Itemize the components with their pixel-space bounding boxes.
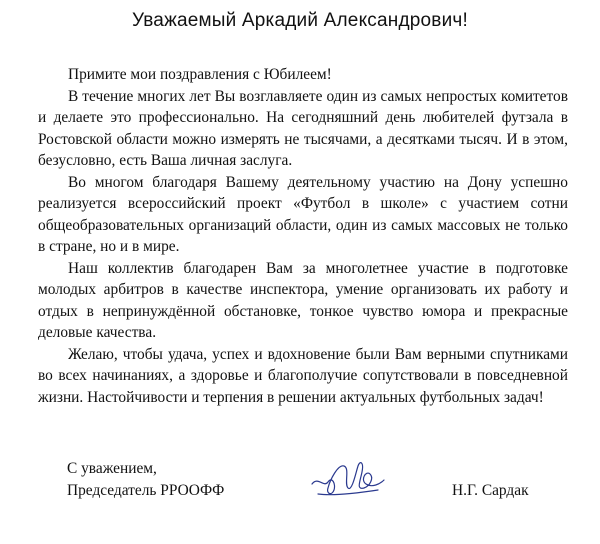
paragraph-congratulations: Примите мои поздравления с Юбилеем! bbox=[68, 66, 332, 83]
handwritten-signature bbox=[308, 454, 388, 502]
letter-body bbox=[38, 64, 568, 408]
signatory-name: Н.Г. Сардак bbox=[452, 482, 529, 499]
paragraph-referees: Наш коллектив благодарен Вам за многолетнее участие в подготовке молодых арбитров в качестве инспектора, умение организовать их работу и отдых в непринуждённой обстановке, тонкое чувство юмора и прекрасные деловые качества. bbox=[38, 259, 568, 341]
salutation: Уважаемый Аркадий Александрович! bbox=[132, 10, 468, 31]
paragraph-school-football: Во многом благодаря Вашему деятельному участию на Дону успешно реализуется всероссийский проект «Футбол в школе» с участием сотни общеобразовательных организаций области, один из самых массовых не только в стране, но и в мире. bbox=[38, 173, 568, 255]
closing-greeting: С уважением, bbox=[67, 460, 157, 477]
paragraph-wishes: Желаю, чтобы удача, успех и вдохновение были Вам верными спутниками во всех начинаниях, а здоровье и благополучие сопутствовали в повседневной жизни. Настойчивости и терпения в решении актуальных футбольных задач! bbox=[38, 345, 568, 406]
signatory-position: Председатель РРООФФ bbox=[67, 482, 225, 499]
letter-closing bbox=[0, 458, 600, 518]
paragraph-committee: В течение многих лет Вы возглавляете один из самых непростых комитетов и делаете это профессионально. На сегодняшний день любителей футзала в Ростовской области можно измерять не тысячами, а десятками тысяч. И в этом, безусловно, есть Ваша личная заслуга. bbox=[38, 87, 568, 169]
